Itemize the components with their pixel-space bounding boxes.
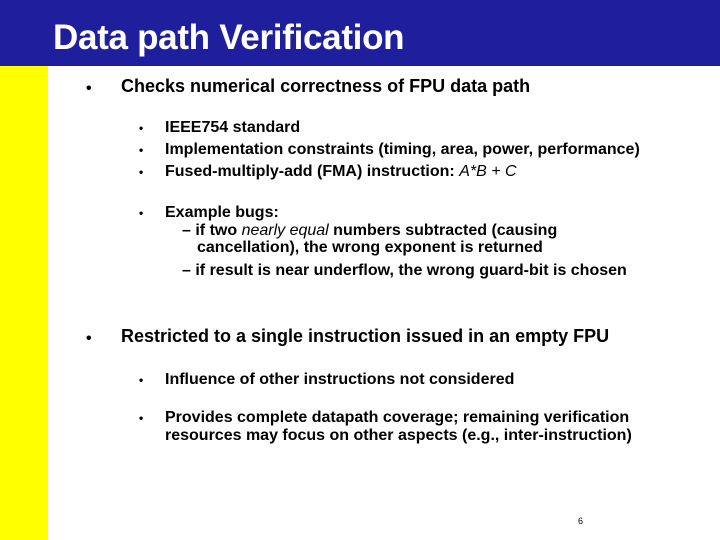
bullet-glyph: • xyxy=(139,373,144,387)
bullet-glyph: • xyxy=(139,411,144,425)
bullet-checks-correctness: Checks numerical correctness of FPU data path xyxy=(121,76,531,96)
bullet-glyph: • xyxy=(139,143,144,157)
bullet-glyph: • xyxy=(139,165,144,179)
bug-emphasis: nearly equal xyxy=(241,222,329,239)
bullet-glyph: • xyxy=(139,206,144,220)
bullet-glyph: • xyxy=(86,330,92,347)
bug-text: numbers subtracted (causing xyxy=(328,222,558,239)
item-influence-other-instructions: Influence of other instructions not considered xyxy=(165,371,515,388)
item-ieee754: IEEE754 standard xyxy=(165,119,301,136)
bug-text: – if two xyxy=(182,222,242,239)
fma-label: Fused-multiply-add (FMA) instruction: xyxy=(165,163,460,180)
bullet-glyph: • xyxy=(139,121,144,135)
bug-underflow: – if result is near underflow, the wrong guard-bit is chosen xyxy=(182,262,627,279)
bullet-glyph: • xyxy=(86,80,92,97)
page-number: 6 xyxy=(578,516,584,526)
fma-formula: A*B + C xyxy=(459,163,517,180)
coverage-line: Provides complete datapath coverage; remaining verification xyxy=(165,409,630,426)
item-example-bugs: Example bugs: xyxy=(165,204,279,221)
item-implementation-constraints: Implementation constraints (timing, area, power, performance) xyxy=(165,141,640,158)
item-fma-instruction xyxy=(165,163,517,181)
coverage-line: resources may focus on other aspects (e.g., inter-instruction) xyxy=(165,427,632,444)
slide-title: Data path Verification xyxy=(53,18,405,57)
item-datapath-coverage xyxy=(165,409,632,445)
bug-nearly-equal-continued: cancellation), the wrong exponent is returned xyxy=(197,239,543,256)
bug-nearly-equal xyxy=(182,222,557,239)
bullet-single-instruction: Restricted to a single instruction issued in an empty FPU xyxy=(121,326,610,346)
side-accent-bar xyxy=(0,66,48,540)
